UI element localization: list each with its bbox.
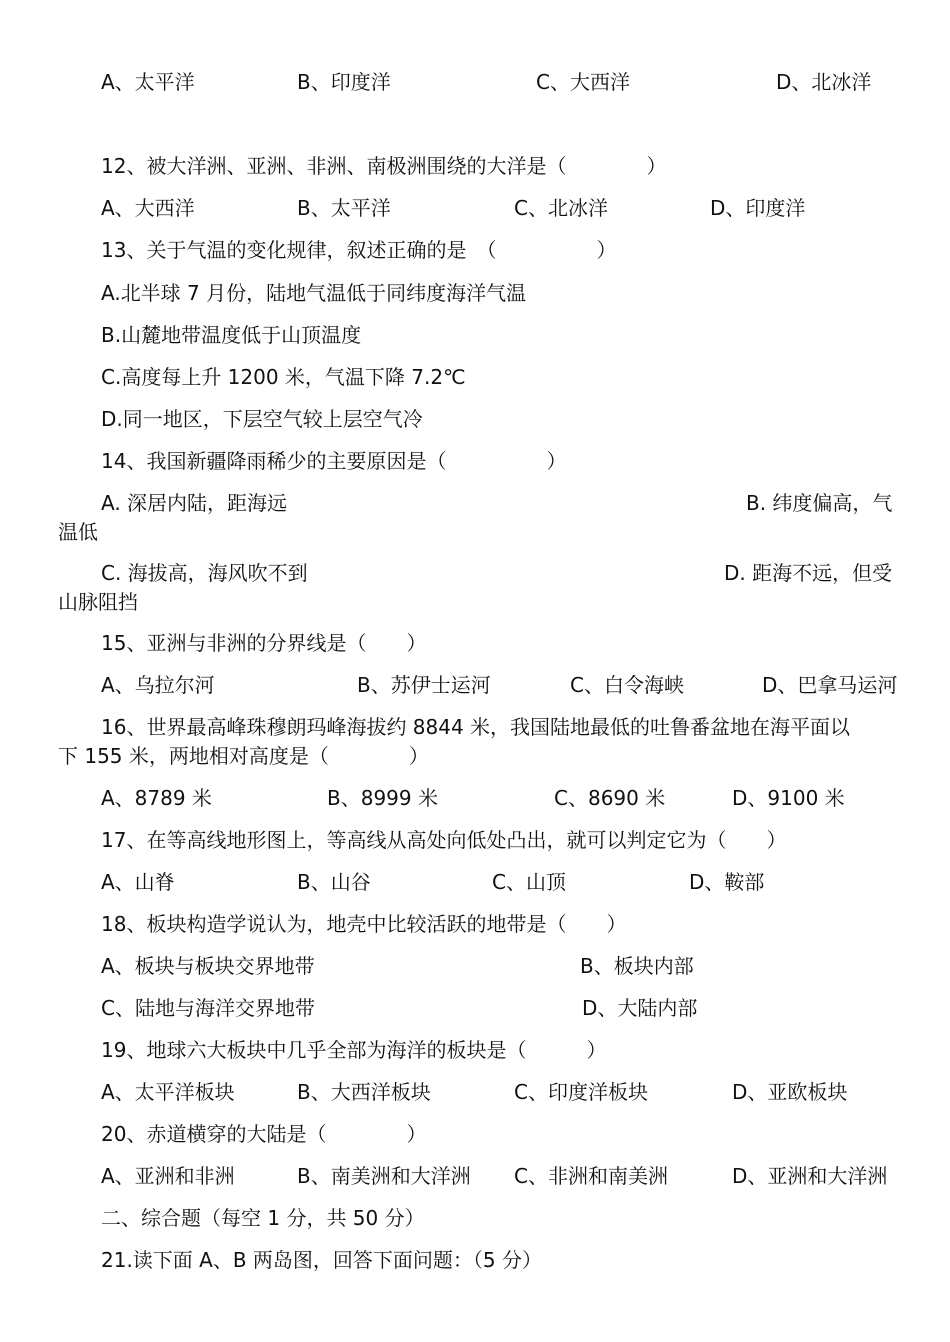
q18-option-a: A、板块与板块交界地带: [101, 954, 315, 978]
q16-stem-line1: 16、世界最高峰珠穆朗玛峰海拔约 8844 米，我国陆地最低的吐鲁番盆地在海平面以: [101, 715, 851, 739]
q19-option-d: D、亚欧板块: [732, 1080, 848, 1104]
q16-stem-line2: 下 155 米，两地相对高度是（ ）: [58, 744, 429, 768]
q20-option-c: C、非洲和南美洲: [514, 1164, 668, 1188]
q17-option-b: B、山谷: [297, 870, 371, 894]
q18-option-b: B、板块内部: [580, 954, 694, 978]
q17-stem: 17、在等高线地形图上，等高线从高处向低处凸出，就可以判定它为（ ）: [101, 828, 787, 852]
q17-option-a: A、山脊: [101, 870, 175, 894]
q18-stem: 18、板块构造学说认为，地壳中比较活跃的地带是（ ）: [101, 912, 627, 936]
q16-option-a: A、8789 米: [101, 786, 212, 810]
q14-option-c: C. 海拔高，海风吹不到: [101, 561, 308, 585]
q12-option-a: A、大西洋: [101, 196, 195, 220]
q12-option-c: C、北冰洋: [514, 196, 608, 220]
q15-stem: 15、亚洲与非洲的分界线是（ ）: [101, 631, 427, 655]
q13-option-c: C.高度每上升 1200 米，气温下降 7.2℃: [101, 365, 466, 389]
q21-stem: 21.读下面 A、B 两岛图，回答下面问题：（5 分）: [101, 1248, 543, 1272]
q14-option-b-wrap: 温低: [58, 520, 98, 544]
q16-option-c: C、8690 米: [554, 786, 666, 810]
q11-option-d: D、北冰洋: [776, 70, 872, 94]
q12-stem: 12、被大洋洲、亚洲、非洲、南极洲围绕的大洋是（ ）: [101, 154, 667, 178]
q13-stem: 13、关于气温的变化规律，叙述正确的是 （ ）: [101, 238, 617, 262]
q16-option-b: B、8999 米: [327, 786, 438, 810]
q19-option-b: B、大西洋板块: [297, 1080, 431, 1104]
q20-stem: 20、赤道横穿的大陆是（ ）: [101, 1122, 427, 1146]
q15-option-c: C、白令海峡: [570, 673, 684, 697]
q12-option-d: D、印度洋: [710, 196, 806, 220]
q18-option-d: D、大陆内部: [582, 996, 698, 1020]
q13-option-d: D.同一地区，下层空气较上层空气冷: [101, 407, 423, 431]
q17-option-c: C、山顶: [492, 870, 566, 894]
q16-option-d: D、9100 米: [732, 786, 845, 810]
q19-stem: 19、地球六大板块中几乎全部为海洋的板块是（ ）: [101, 1038, 607, 1062]
q18-option-c: C、陆地与海洋交界地带: [101, 996, 315, 1020]
q19-option-a: A、太平洋板块: [101, 1080, 235, 1104]
q14-stem: 14、我国新疆降雨稀少的主要原因是（ ）: [101, 449, 567, 473]
q14-option-a: A. 深居内陆，距海远: [101, 491, 288, 515]
q13-option-a: A.北半球 7 月份，陆地气温低于同纬度海洋气温: [101, 281, 527, 305]
q14-option-d: D. 距海不远，但受: [724, 561, 893, 585]
q13-option-b: B.山麓地带温度低于山顶温度: [101, 323, 362, 347]
q15-option-b: B、苏伊士运河: [357, 673, 491, 697]
q11-option-b: B、印度洋: [297, 70, 391, 94]
q17-option-d: D、鞍部: [689, 870, 765, 894]
q11-option-a: A、太平洋: [101, 70, 195, 94]
q15-option-a: A、乌拉尔河: [101, 673, 215, 697]
q19-option-c: C、印度洋板块: [514, 1080, 648, 1104]
q11-option-c: C、大西洋: [536, 70, 630, 94]
q20-option-d: D、亚洲和大洋洲: [732, 1164, 888, 1188]
q12-option-b: B、太平洋: [297, 196, 391, 220]
q20-option-b: B、南美洲和大洋洲: [297, 1164, 471, 1188]
q15-option-d: D、巴拿马运河: [762, 673, 898, 697]
q14-option-d-wrap: 山脉阻挡: [58, 590, 138, 614]
q20-option-a: A、亚洲和非洲: [101, 1164, 235, 1188]
q14-option-b: B. 纬度偏高，气: [746, 491, 893, 515]
section-heading: 二、综合题（每空 1 分，共 50 分）: [101, 1206, 425, 1230]
